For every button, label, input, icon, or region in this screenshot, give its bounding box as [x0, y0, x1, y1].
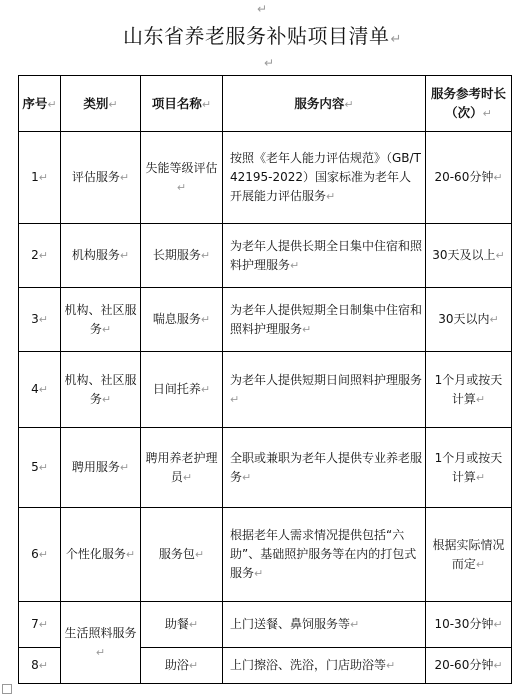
- header-no: 序号↵: [19, 76, 61, 132]
- cell-item: 长期服务↵: [141, 224, 223, 288]
- cell-item: 服务包↵: [141, 508, 223, 602]
- cell-no: 7↵: [19, 602, 61, 648]
- cell-category: 生活照料服务↵: [61, 602, 141, 684]
- header-category: 类别↵: [61, 76, 141, 132]
- cell-no: 4↵: [19, 352, 61, 428]
- cell-item: 助餐↵: [141, 602, 223, 648]
- cell-category: 聘用服务↵: [61, 428, 141, 508]
- title-text: 山东省养老服务补贴项目清单: [123, 24, 390, 48]
- cell-category: 机构、社区服务↵: [61, 288, 141, 352]
- cell-category: 机构服务↵: [61, 224, 141, 288]
- cell-category: 个性化服务↵: [61, 508, 141, 602]
- cell-no: 1↵: [19, 132, 61, 224]
- table-row: [19, 428, 512, 508]
- cell-no: 3↵: [19, 288, 61, 352]
- cell-no: 5↵: [19, 428, 61, 508]
- cell-content: 根据老年人需求情况提供包括“六助”、基础照护服务等在内的打包式服务↵: [223, 508, 426, 602]
- table-row: [19, 132, 512, 224]
- cell-duration: 10-30分钟↵: [426, 602, 512, 648]
- table-header-row: [19, 76, 512, 132]
- header-duration: 服务参考时长（次）↵: [426, 76, 512, 132]
- cell-duration: 30天以内↵: [426, 288, 512, 352]
- cell-content: 上门送餐、鼻饲服务等↵: [223, 602, 426, 648]
- cell-content: 为老年人提供长期全日集中住宿和照料护理服务↵: [223, 224, 426, 288]
- cell-item: 失能等级评估↵: [141, 132, 223, 224]
- cell-no: 2↵: [19, 224, 61, 288]
- cell-duration: 20-60分钟↵: [426, 648, 512, 684]
- paragraph-mark: ↵: [390, 32, 402, 47]
- cell-item: 日间托养↵: [141, 352, 223, 428]
- table-row: [19, 224, 512, 288]
- table-row: [19, 508, 512, 602]
- cell-category: 评估服务↵: [61, 132, 141, 224]
- cell-duration: 30天及以上↵: [426, 224, 512, 288]
- table-row: [19, 602, 512, 648]
- subsidy-table: [18, 75, 512, 684]
- cell-duration: 20-60分钟↵: [426, 132, 512, 224]
- cell-content: 上门擦浴、洗浴，门店助浴等↵: [223, 648, 426, 684]
- table-row: [19, 288, 512, 352]
- cell-duration: 1个月或按天计算↵: [426, 352, 512, 428]
- document-title: [0, 20, 525, 49]
- cell-content: 为老年人提供短期全日制集中住宿和照料护理服务↵: [223, 288, 426, 352]
- cell-category: 机构、社区服务↵: [61, 352, 141, 428]
- cell-no: 8↵: [19, 648, 61, 684]
- cell-item: 聘用养老护理员↵: [141, 428, 223, 508]
- paragraph-mark: ↵: [264, 56, 275, 70]
- header-item: 项目名称↵: [141, 76, 223, 132]
- cell-content: 全职或兼职为老年人提供专业养老服务↵: [223, 428, 426, 508]
- cell-content: 按照《老年人能力评估规范》（GB/T 42195-2022）国家标准为老年人开展能力评估服务↵: [223, 132, 426, 224]
- cell-item: 助浴↵: [141, 648, 223, 684]
- cell-item: 喘息服务↵: [141, 288, 223, 352]
- cell-duration: 1个月或按天计算↵: [426, 428, 512, 508]
- table-row: [19, 352, 512, 428]
- cell-no: 6↵: [19, 508, 61, 602]
- paragraph-mark: ↵: [257, 2, 268, 16]
- header-content: 服务内容↵: [223, 76, 426, 132]
- cell-content: 为老年人提供短期日间照料护理服务↵: [223, 352, 426, 428]
- cell-duration: 根据实际情况而定↵: [426, 508, 512, 602]
